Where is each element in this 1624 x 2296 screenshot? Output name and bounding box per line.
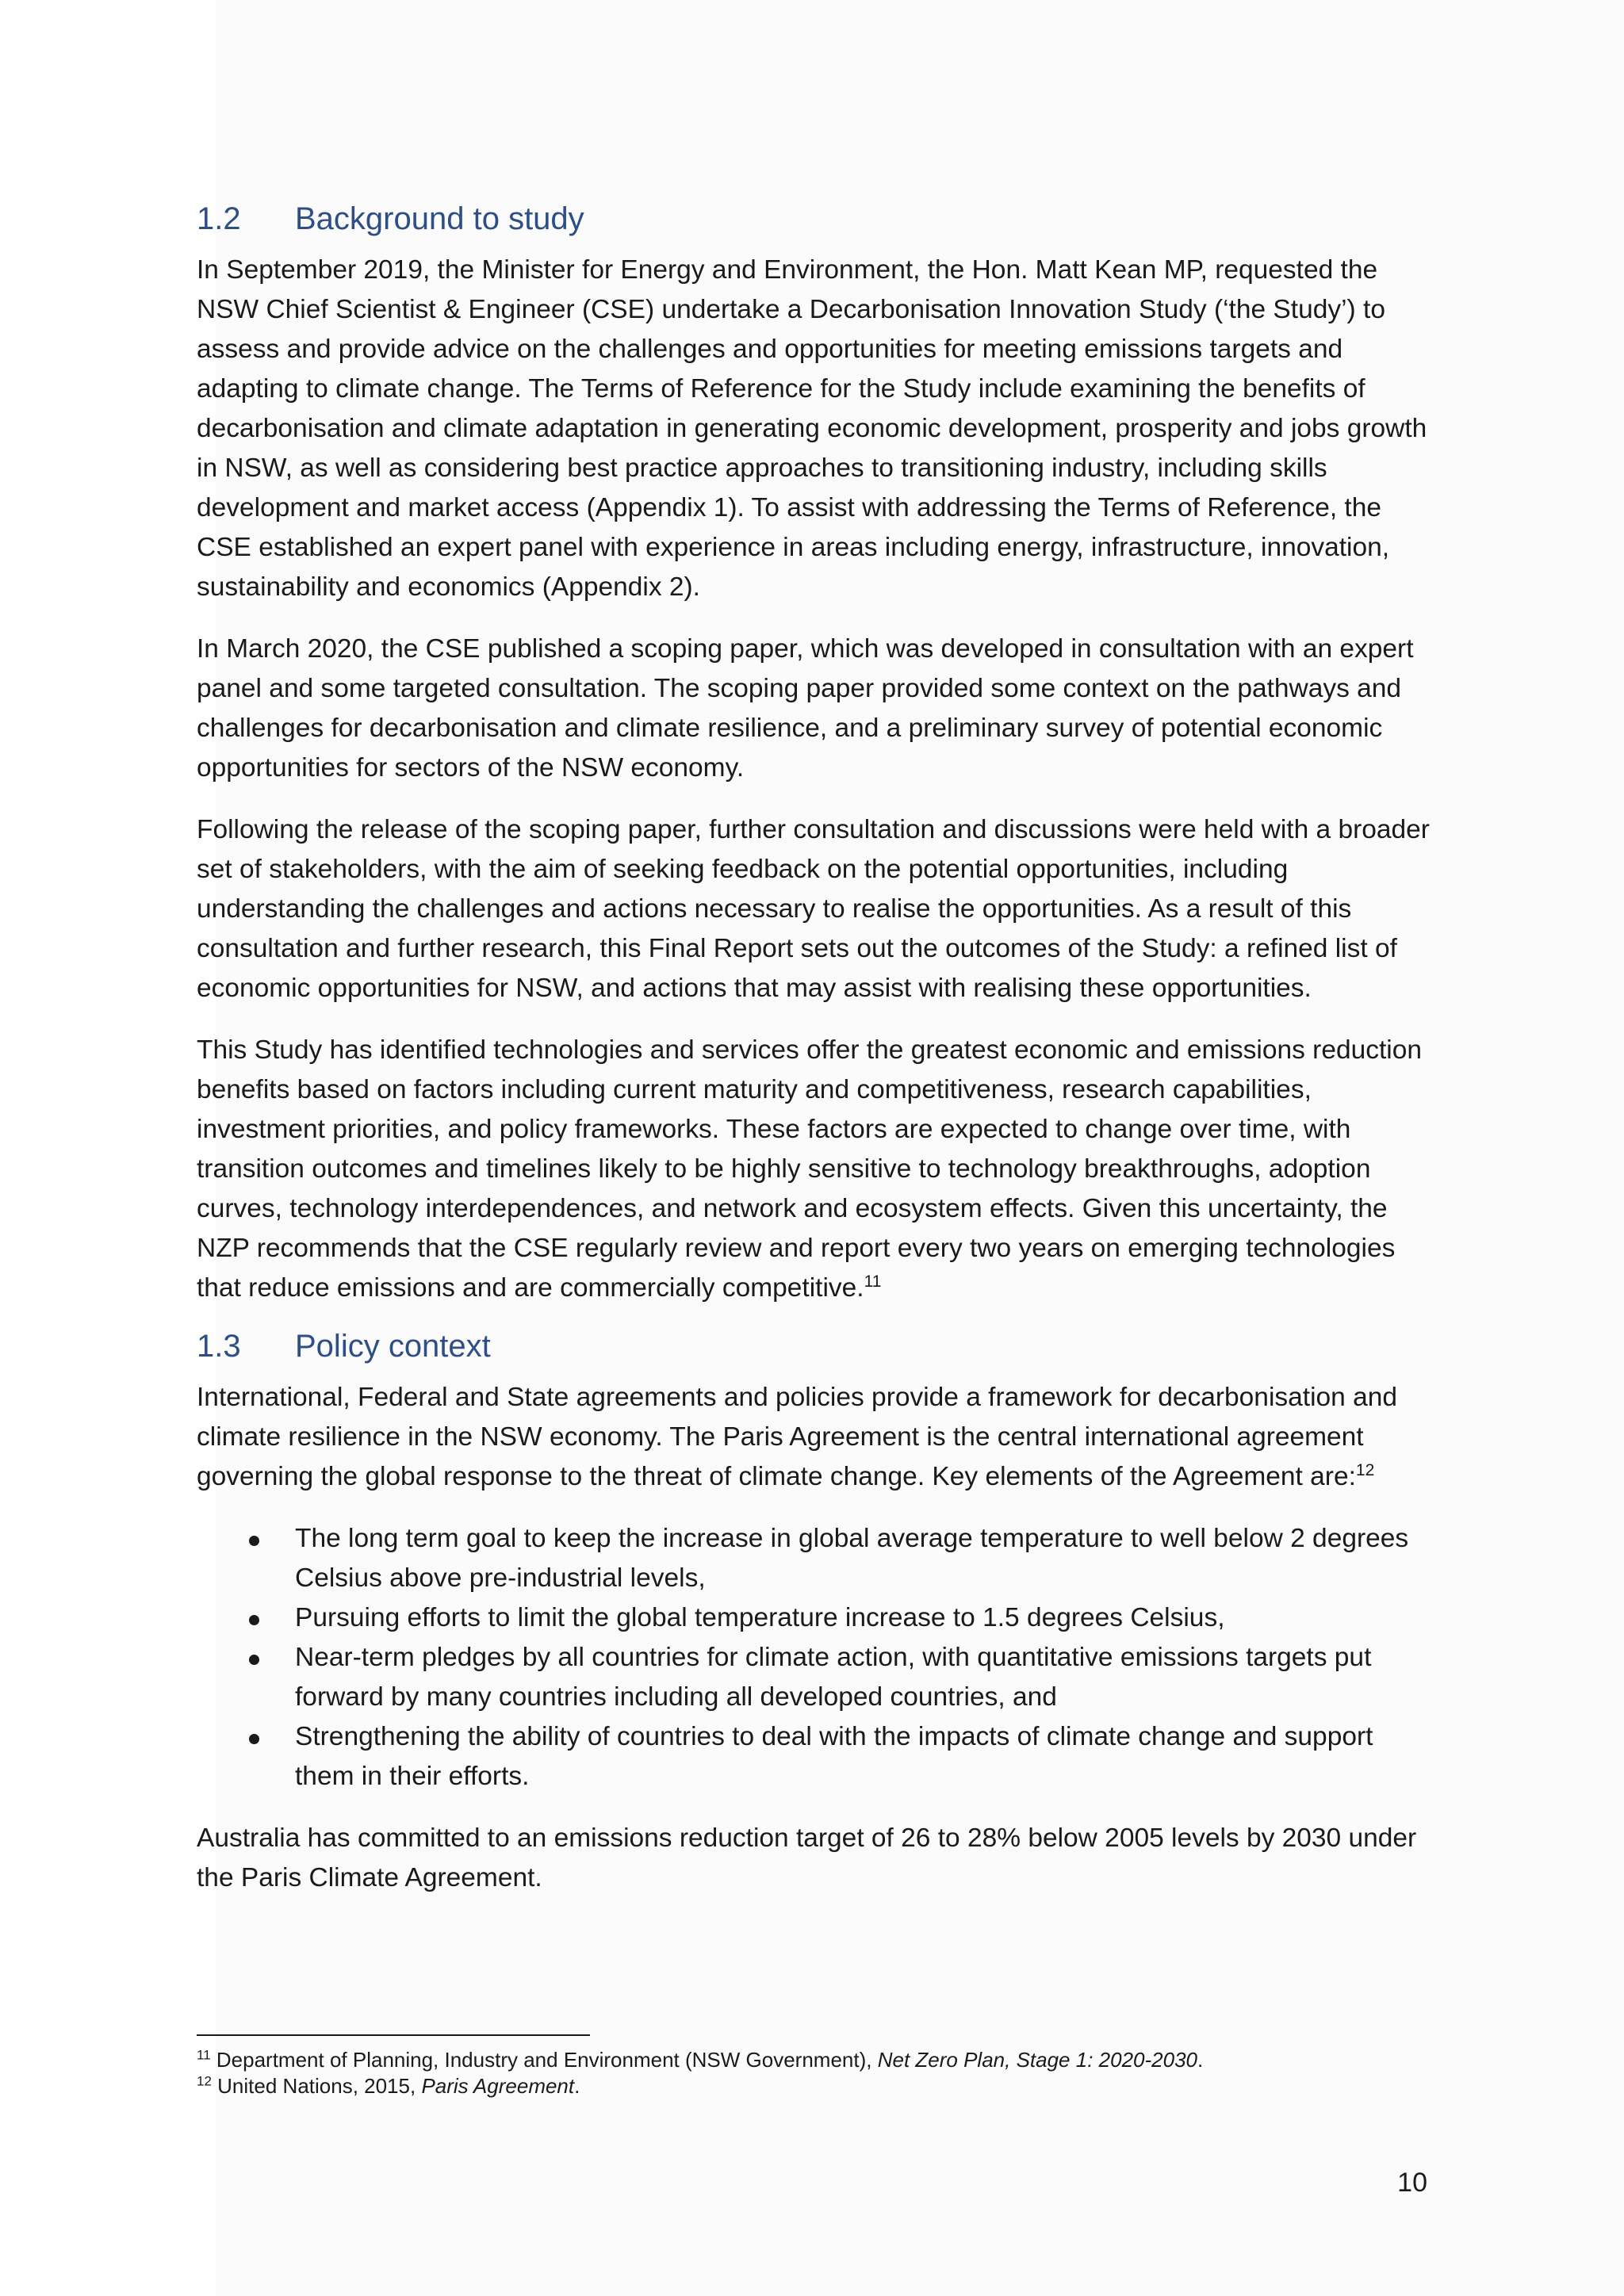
footnote-divider [197, 2034, 590, 2036]
footnote-text: Department of Planning, Industry and Environment (NSW Government), [216, 2048, 878, 2072]
section-heading-background [197, 187, 1434, 251]
bullet-list [197, 1519, 1434, 1797]
paragraph: Australia has committed to an emissions reduction target of 26 to 28% below 2005 levels by 2030 under the Paris Climate Agreement. [197, 1823, 1417, 1892]
list-item [197, 1717, 1434, 1797]
section-title: Background to study [295, 201, 584, 236]
paragraph-text: International, Federal and State agreements and policies provide a framework for decarbonisation and climate resilience in the NSW economy. The Paris Agreement is the central international agreement governing the global response to the threat of climate change. Key elements of the Agreement are: [197, 1383, 1397, 1491]
bullet-icon [249, 1734, 259, 1744]
footnote-end: . [574, 2074, 580, 2098]
footnote-title: Net Zero Plan, Stage 1: 2020-2030 [877, 2048, 1197, 2072]
footnotes [197, 2047, 1434, 2099]
section-number: 1.2 [197, 201, 241, 236]
list-item-text: The long term goal to keep the increase in global average temperature to well below 2 degrees Celsius above pre-industrial levels, [295, 1524, 1409, 1593]
footnote-ref[interactable]: 12 [1355, 1460, 1375, 1479]
bullet-icon [249, 1615, 259, 1625]
page-number: 10 [1397, 2168, 1427, 2198]
section-heading-policy [197, 1314, 1434, 1378]
footnote-number: 12 [197, 2073, 212, 2089]
footnote [197, 2047, 1434, 2073]
paragraph: In March 2020, the CSE published a scoping paper, which was developed in consultation with an expert panel and some targeted consultation. The scoping paper provided some context on the pathways and challenges for decarbonisation and climate resilience, and a preliminary survey of potential economic opportunities for sectors of the NSW economy. [197, 634, 1414, 783]
list-item [197, 1598, 1434, 1638]
list-item [197, 1638, 1434, 1717]
footnote-ref[interactable]: 11 [864, 1272, 882, 1291]
footnote-end: . [1197, 2048, 1204, 2072]
paragraph: In September 2019, the Minister for Energy and Environment, the Hon. Matt Kean MP, requested the NSW Chief Scientist & Engineer (CSE) undertake a Decarbonisation Innovation Study (‘the Study’) to assess and provide advice on the challenges and opportunities for meeting emissions targets and adapting to climate change. The Terms of Reference for the Study include examining the benefits of decarbonisation and climate adaptation in generating economic development, prosperity and jobs growth in NSW, as well as considering best practice approaches to transitioning industry, including skills development and market access (Appendix 1). To assist with addressing the Terms of Reference, the CSE established an expert panel with experience in areas including energy, infrastructure, innovation, sustainability and economics (Appendix 2). [197, 255, 1427, 602]
bullet-icon [249, 1536, 259, 1546]
list-item [197, 1519, 1434, 1598]
footnote-number: 11 [197, 2047, 211, 2063]
footnote-text: United Nations, 2015, [217, 2074, 422, 2098]
paragraph [197, 1378, 1434, 1497]
list-item-text: Strengthening the ability of countries to deal with the impacts of climate change and support them in their efforts. [295, 1722, 1373, 1791]
document-body [197, 187, 1434, 1920]
section-number: 1.3 [197, 1329, 241, 1364]
list-item-text: Pursuing efforts to limit the global temperature increase to 1.5 degrees Celsius, [295, 1603, 1225, 1632]
paragraph: Following the release of the scoping paper, further consultation and discussions were held with a broader set of stakeholders, with the aim of seeking feedback on the potential opportunities, including understanding the challenges and actions necessary to realise the opportunities. As a result of this consultation and further research, this Final Report sets out the outcomes of the Study: a refined list of economic opportunities for NSW, and actions that may assist with realising these opportunities. [197, 815, 1430, 1003]
section-title: Policy context [295, 1329, 491, 1364]
list-item-text: Near-term pledges by all countries for climate action, with quantitative emissions targets put forward by many countries including all developed countries, and [295, 1643, 1372, 1712]
bullet-icon [249, 1655, 259, 1665]
footnote [197, 2073, 1434, 2099]
footnote-title: Paris Agreement [421, 2074, 575, 2098]
paragraph [197, 1031, 1434, 1308]
paragraph-text: This Study has identified technologies and services offer the greatest economic and emissions reduction benefits based on factors including current maturity and competitiveness, research capabilities, investment priorities, and policy frameworks. These factors are expected to change over time, with transition outcomes and timelines likely to be highly sensitive to technology breakthroughs, adoption curves, technology interdependences, and network and ecosystem effects. Given this uncertainty, the NZP recommends that the CSE regularly review and report every two years on emerging technologies that reduce emissions and are commercially competitive. [197, 1035, 1422, 1303]
